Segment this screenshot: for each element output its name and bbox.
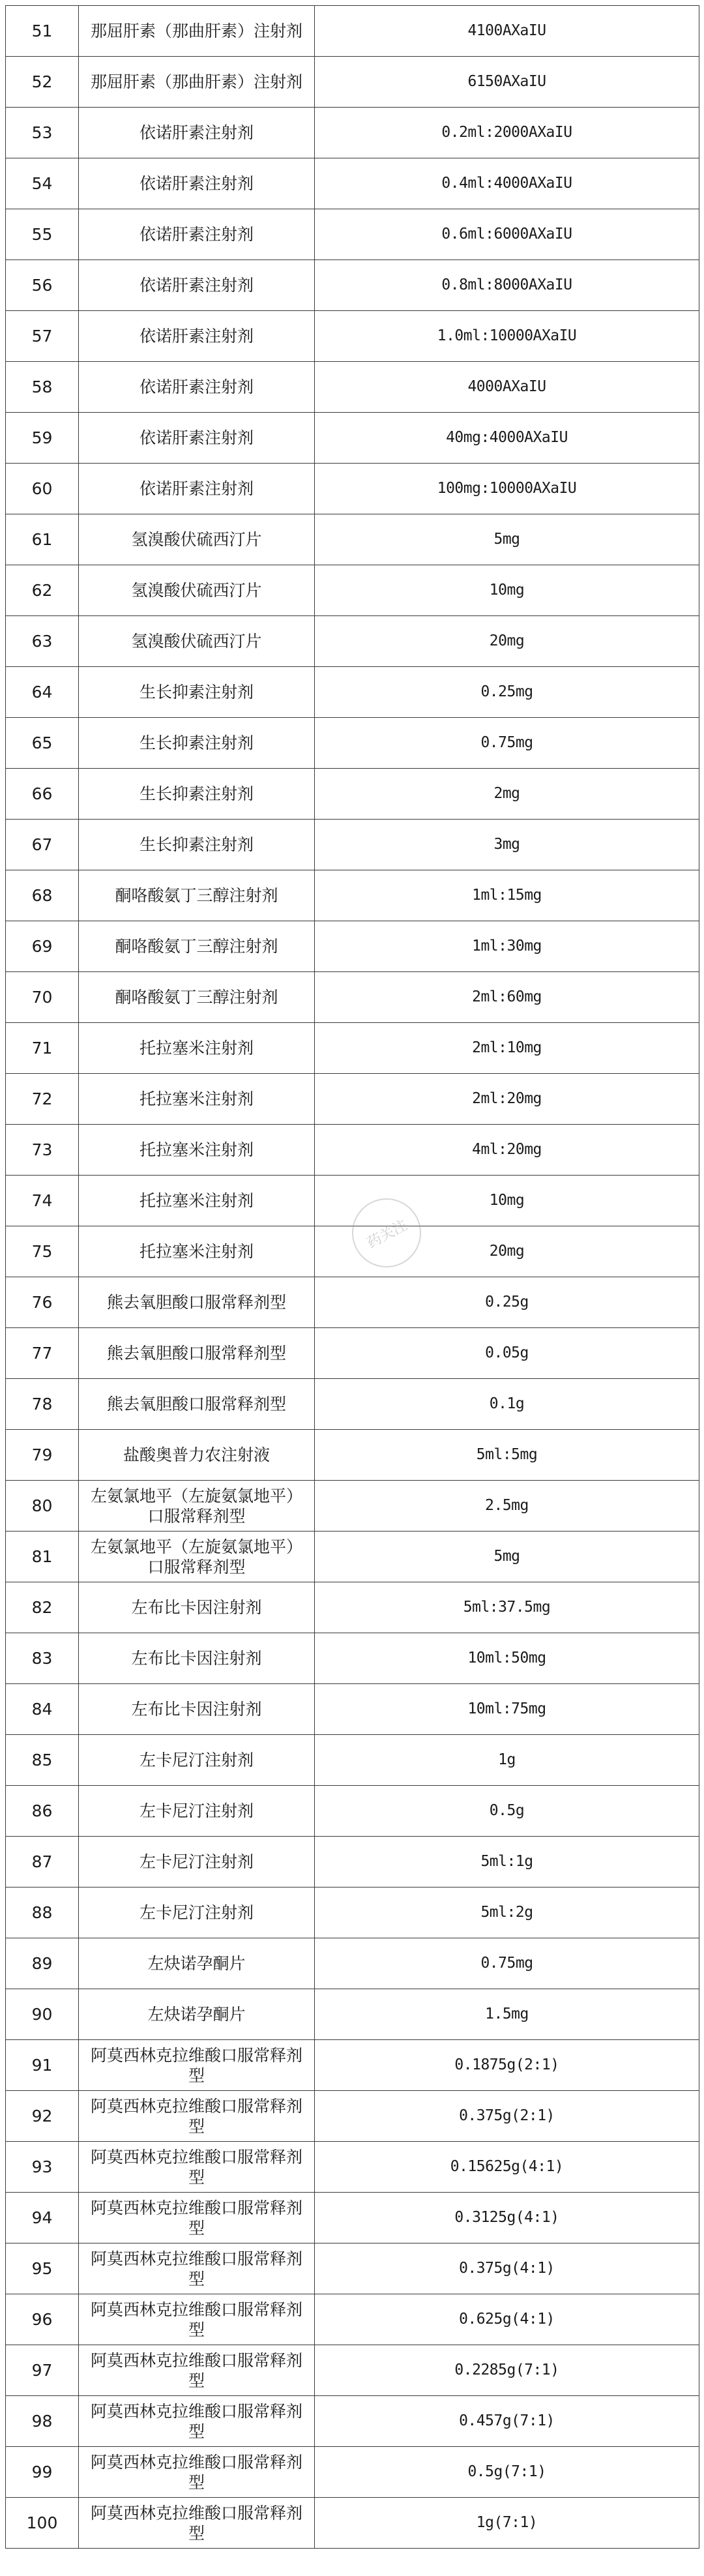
row-number-cell: 71 <box>6 1023 79 1074</box>
table-row <box>6 2193 699 2243</box>
row-number-cell: 69 <box>6 921 79 972</box>
drug-name-cell: 熊去氧胆酸口服常释剂型 <box>79 1328 315 1379</box>
row-number-cell: 85 <box>6 1735 79 1786</box>
drug-name-cell: 依诺肝素注射剂 <box>79 362 315 413</box>
drug-spec-table <box>5 5 699 2549</box>
spec-cell: 4000AXaIU <box>315 362 699 413</box>
drug-name-cell: 熊去氧胆酸口服常释剂型 <box>79 1379 315 1430</box>
spec-cell: 4ml:20mg <box>315 1125 699 1176</box>
spec-cell: 0.375g(4:1) <box>315 2243 699 2294</box>
row-number-cell: 66 <box>6 769 79 820</box>
table-row <box>6 1938 699 1989</box>
row-number-cell: 80 <box>6 1481 79 1532</box>
table-row <box>6 1888 699 1938</box>
table-row <box>6 1582 699 1633</box>
drug-name-cell: 阿莫西林克拉维酸口服常释剂型 <box>79 2396 315 2447</box>
table-row <box>6 1837 699 1888</box>
spec-cell: 0.25g <box>315 1277 699 1328</box>
table-row <box>6 1786 699 1837</box>
drug-name-cell: 依诺肝素注射剂 <box>79 413 315 464</box>
spec-cell: 1.0ml:10000AXaIU <box>315 311 699 362</box>
table-row <box>6 1430 699 1481</box>
table-row <box>6 1328 699 1379</box>
row-number-cell: 90 <box>6 1989 79 2040</box>
spec-cell: 1g <box>315 1735 699 1786</box>
table-row <box>6 311 699 362</box>
table-row <box>6 1684 699 1735</box>
spec-cell: 1g(7:1) <box>315 2498 699 2549</box>
table-row <box>6 1176 699 1226</box>
row-number-cell: 86 <box>6 1786 79 1837</box>
drug-name-cell: 左炔诺孕酮片 <box>79 1989 315 2040</box>
table-row <box>6 2447 699 2498</box>
row-number-cell: 88 <box>6 1888 79 1938</box>
drug-name-cell: 左布比卡因注射剂 <box>79 1633 315 1684</box>
row-number-cell: 82 <box>6 1582 79 1633</box>
drug-name-cell: 托拉塞米注射剂 <box>79 1023 315 1074</box>
spec-cell: 2ml:20mg <box>315 1074 699 1125</box>
row-number-cell: 62 <box>6 565 79 616</box>
spec-cell: 5ml:1g <box>315 1837 699 1888</box>
spec-cell: 0.3125g(4:1) <box>315 2193 699 2243</box>
drug-name-cell: 左卡尼汀注射剂 <box>79 1786 315 1837</box>
row-number-cell: 74 <box>6 1176 79 1226</box>
table-row <box>6 2294 699 2345</box>
spec-cell: 0.6ml:6000AXaIU <box>315 209 699 260</box>
drug-name-cell: 依诺肝素注射剂 <box>79 311 315 362</box>
spec-cell: 6150AXaIU <box>315 57 699 108</box>
spec-cell: 0.05g <box>315 1328 699 1379</box>
row-number-cell: 97 <box>6 2345 79 2396</box>
row-number-cell: 89 <box>6 1938 79 1989</box>
table-row <box>6 158 699 209</box>
table-row <box>6 1989 699 2040</box>
spec-cell: 1ml:30mg <box>315 921 699 972</box>
drug-name-cell: 依诺肝素注射剂 <box>79 260 315 311</box>
table-row <box>6 1532 699 1582</box>
row-number-cell: 100 <box>6 2498 79 2549</box>
spec-cell: 5mg <box>315 1532 699 1582</box>
row-number-cell: 60 <box>6 464 79 514</box>
table-row <box>6 565 699 616</box>
drug-name-cell: 左卡尼汀注射剂 <box>79 1735 315 1786</box>
spec-cell: 3mg <box>315 820 699 870</box>
row-number-cell: 58 <box>6 362 79 413</box>
drug-name-cell: 左氨氯地平（左旋氨氯地平）口服常释剂型 <box>79 1532 315 1582</box>
table-row <box>6 2396 699 2447</box>
spec-cell: 0.375g(2:1) <box>315 2091 699 2142</box>
table-row <box>6 820 699 870</box>
spec-cell: 0.5g(7:1) <box>315 2447 699 2498</box>
spec-cell: 5ml:37.5mg <box>315 1582 699 1633</box>
spec-cell: 0.15625g(4:1) <box>315 2142 699 2193</box>
table-row <box>6 6 699 57</box>
drug-name-cell: 生长抑素注射剂 <box>79 820 315 870</box>
table-row <box>6 2243 699 2294</box>
table-row <box>6 2142 699 2193</box>
spec-cell: 0.75mg <box>315 718 699 769</box>
row-number-cell: 59 <box>6 413 79 464</box>
table-row <box>6 108 699 158</box>
table-row <box>6 616 699 667</box>
spec-cell: 20mg <box>315 616 699 667</box>
table-row <box>6 769 699 820</box>
table-row <box>6 260 699 311</box>
table-row <box>6 1074 699 1125</box>
drug-name-cell: 那屈肝素（那曲肝素）注射剂 <box>79 57 315 108</box>
row-number-cell: 92 <box>6 2091 79 2142</box>
spec-cell: 10mg <box>315 565 699 616</box>
row-number-cell: 67 <box>6 820 79 870</box>
row-number-cell: 61 <box>6 514 79 565</box>
spec-cell: 2ml:60mg <box>315 972 699 1023</box>
row-number-cell: 96 <box>6 2294 79 2345</box>
row-number-cell: 87 <box>6 1837 79 1888</box>
spec-cell: 0.1g <box>315 1379 699 1430</box>
row-number-cell: 84 <box>6 1684 79 1735</box>
row-number-cell: 56 <box>6 260 79 311</box>
spec-cell: 20mg <box>315 1226 699 1277</box>
row-number-cell: 93 <box>6 2142 79 2193</box>
spec-cell: 0.457g(7:1) <box>315 2396 699 2447</box>
spec-cell: 100mg:10000AXaIU <box>315 464 699 514</box>
drug-name-cell: 托拉塞米注射剂 <box>79 1074 315 1125</box>
table-row <box>6 2345 699 2396</box>
row-number-cell: 81 <box>6 1532 79 1582</box>
spec-cell: 10mg <box>315 1176 699 1226</box>
table-row <box>6 514 699 565</box>
spec-cell: 2mg <box>315 769 699 820</box>
table-body <box>6 6 699 2549</box>
spec-cell: 0.1875g(2:1) <box>315 2040 699 2091</box>
table-row <box>6 667 699 718</box>
spec-cell: 10ml:50mg <box>315 1633 699 1684</box>
drug-name-cell: 左炔诺孕酮片 <box>79 1938 315 1989</box>
drug-name-cell: 左卡尼汀注射剂 <box>79 1837 315 1888</box>
drug-name-cell: 酮咯酸氨丁三醇注射剂 <box>79 972 315 1023</box>
drug-name-cell: 托拉塞米注射剂 <box>79 1125 315 1176</box>
spec-cell: 1ml:15mg <box>315 870 699 921</box>
table-row <box>6 1125 699 1176</box>
row-number-cell: 68 <box>6 870 79 921</box>
table-row <box>6 1226 699 1277</box>
drug-name-cell: 阿莫西林克拉维酸口服常释剂型 <box>79 2243 315 2294</box>
row-number-cell: 77 <box>6 1328 79 1379</box>
drug-name-cell: 熊去氧胆酸口服常释剂型 <box>79 1277 315 1328</box>
drug-name-cell: 生长抑素注射剂 <box>79 667 315 718</box>
row-number-cell: 70 <box>6 972 79 1023</box>
drug-name-cell: 氢溴酸伏硫西汀片 <box>79 616 315 667</box>
drug-name-cell: 依诺肝素注射剂 <box>79 464 315 514</box>
table-row <box>6 921 699 972</box>
spec-cell: 0.25mg <box>315 667 699 718</box>
table-row <box>6 1735 699 1786</box>
row-number-cell: 75 <box>6 1226 79 1277</box>
row-number-cell: 57 <box>6 311 79 362</box>
drug-name-cell: 依诺肝素注射剂 <box>79 209 315 260</box>
spec-cell: 0.8ml:8000AXaIU <box>315 260 699 311</box>
row-number-cell: 99 <box>6 2447 79 2498</box>
table-row <box>6 1481 699 1532</box>
drug-name-cell: 盐酸奥普力农注射液 <box>79 1430 315 1481</box>
table-row <box>6 718 699 769</box>
row-number-cell: 72 <box>6 1074 79 1125</box>
row-number-cell: 64 <box>6 667 79 718</box>
row-number-cell: 79 <box>6 1430 79 1481</box>
spec-cell: 4100AXaIU <box>315 6 699 57</box>
table-row <box>6 1277 699 1328</box>
spec-cell: 0.4ml:4000AXaIU <box>315 158 699 209</box>
table-row <box>6 413 699 464</box>
table-row <box>6 2040 699 2091</box>
table-row <box>6 972 699 1023</box>
table-row <box>6 2091 699 2142</box>
table-row <box>6 870 699 921</box>
spec-cell: 5mg <box>315 514 699 565</box>
table-row <box>6 2498 699 2549</box>
drug-name-cell: 依诺肝素注射剂 <box>79 158 315 209</box>
row-number-cell: 95 <box>6 2243 79 2294</box>
row-number-cell: 76 <box>6 1277 79 1328</box>
spec-cell: 0.2ml:2000AXaIU <box>315 108 699 158</box>
spec-cell: 2ml:10mg <box>315 1023 699 1074</box>
drug-name-cell: 依诺肝素注射剂 <box>79 108 315 158</box>
spec-cell: 10ml:75mg <box>315 1684 699 1735</box>
spec-cell: 0.75mg <box>315 1938 699 1989</box>
row-number-cell: 94 <box>6 2193 79 2243</box>
drug-name-cell: 左氨氯地平（左旋氨氯地平）口服常释剂型 <box>79 1481 315 1532</box>
drug-name-cell: 阿莫西林克拉维酸口服常释剂型 <box>79 2142 315 2193</box>
spec-cell: 40mg:4000AXaIU <box>315 413 699 464</box>
drug-name-cell: 酮咯酸氨丁三醇注射剂 <box>79 870 315 921</box>
row-number-cell: 55 <box>6 209 79 260</box>
drug-name-cell: 生长抑素注射剂 <box>79 769 315 820</box>
drug-name-cell: 酮咯酸氨丁三醇注射剂 <box>79 921 315 972</box>
row-number-cell: 51 <box>6 6 79 57</box>
spec-cell: 0.625g(4:1) <box>315 2294 699 2345</box>
row-number-cell: 83 <box>6 1633 79 1684</box>
drug-name-cell: 托拉塞米注射剂 <box>79 1176 315 1226</box>
row-number-cell: 98 <box>6 2396 79 2447</box>
table-row <box>6 1633 699 1684</box>
row-number-cell: 54 <box>6 158 79 209</box>
row-number-cell: 78 <box>6 1379 79 1430</box>
row-number-cell: 73 <box>6 1125 79 1176</box>
table-row <box>6 464 699 514</box>
drug-name-cell: 阿莫西林克拉维酸口服常释剂型 <box>79 2294 315 2345</box>
drug-name-cell: 阿莫西林克拉维酸口服常释剂型 <box>79 2345 315 2396</box>
drug-name-cell: 左卡尼汀注射剂 <box>79 1888 315 1938</box>
spec-cell: 2.5mg <box>315 1481 699 1532</box>
drug-name-cell: 那屈肝素（那曲肝素）注射剂 <box>79 6 315 57</box>
drug-name-cell: 左布比卡因注射剂 <box>79 1684 315 1735</box>
drug-name-cell: 阿莫西林克拉维酸口服常释剂型 <box>79 2091 315 2142</box>
drug-name-cell: 阿莫西林克拉维酸口服常释剂型 <box>79 2040 315 2091</box>
drug-name-cell: 氢溴酸伏硫西汀片 <box>79 514 315 565</box>
drug-name-cell: 氢溴酸伏硫西汀片 <box>79 565 315 616</box>
spec-cell: 5ml:5mg <box>315 1430 699 1481</box>
drug-name-cell: 阿莫西林克拉维酸口服常释剂型 <box>79 2498 315 2549</box>
row-number-cell: 53 <box>6 108 79 158</box>
row-number-cell: 52 <box>6 57 79 108</box>
row-number-cell: 91 <box>6 2040 79 2091</box>
drug-name-cell: 托拉塞米注射剂 <box>79 1226 315 1277</box>
drug-name-cell: 生长抑素注射剂 <box>79 718 315 769</box>
drug-name-cell: 阿莫西林克拉维酸口服常释剂型 <box>79 2193 315 2243</box>
row-number-cell: 63 <box>6 616 79 667</box>
spec-cell: 0.2285g(7:1) <box>315 2345 699 2396</box>
table-row <box>6 1379 699 1430</box>
spec-cell: 5ml:2g <box>315 1888 699 1938</box>
table-row <box>6 362 699 413</box>
table-row <box>6 1023 699 1074</box>
drug-name-cell: 阿莫西林克拉维酸口服常释剂型 <box>79 2447 315 2498</box>
row-number-cell: 65 <box>6 718 79 769</box>
drug-name-cell: 左布比卡因注射剂 <box>79 1582 315 1633</box>
spec-cell: 1.5mg <box>315 1989 699 2040</box>
spec-cell: 0.5g <box>315 1786 699 1837</box>
table-row <box>6 209 699 260</box>
table-row <box>6 57 699 108</box>
watermark-stamp: 药关注 <box>340 1186 433 1279</box>
